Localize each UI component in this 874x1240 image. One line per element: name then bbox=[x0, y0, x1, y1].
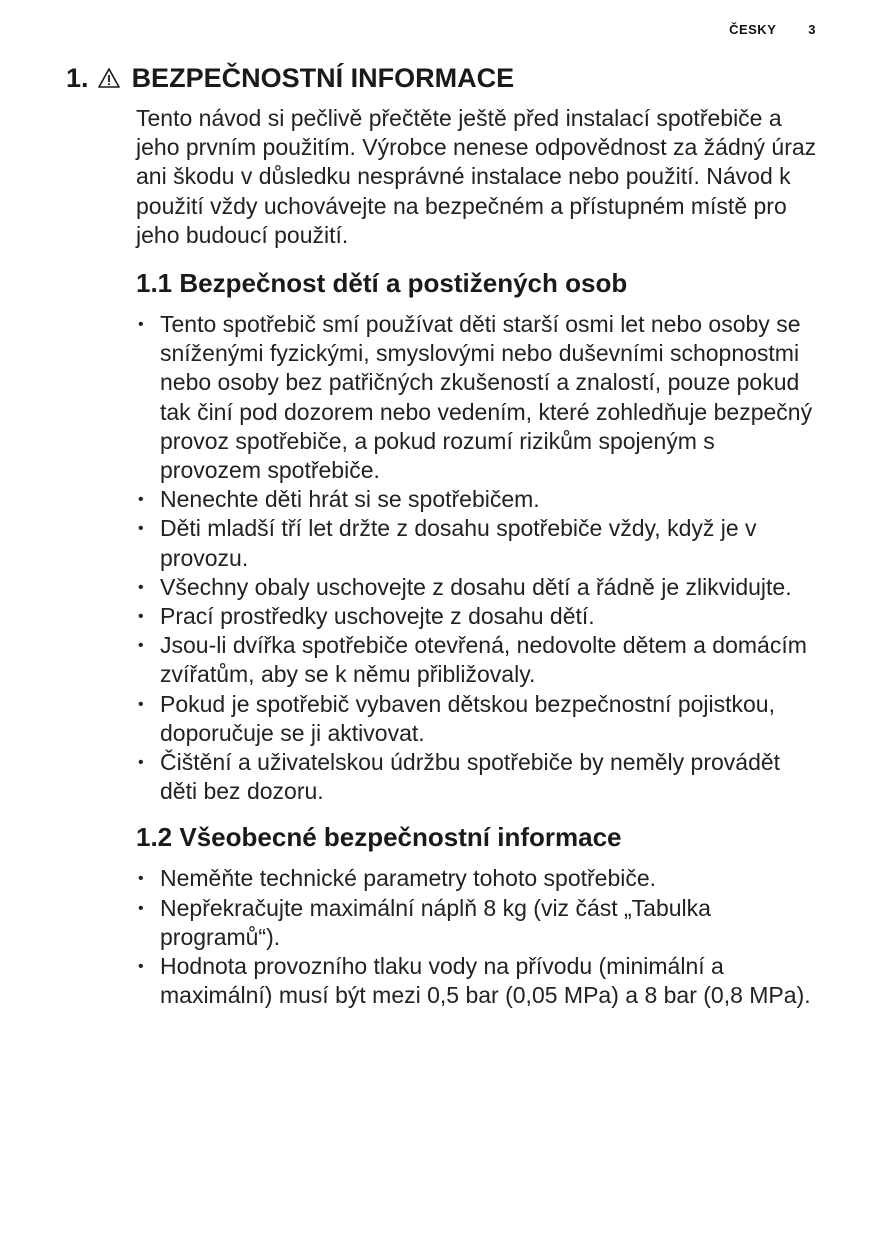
page-number: 3 bbox=[808, 22, 816, 37]
list-item: • Všechny obaly uschovejte z dosahu dětí a řádně je zlikvidujte. bbox=[138, 573, 792, 600]
section-1-title: BEZPEČNOSTNÍ INFORMACE bbox=[131, 63, 515, 93]
list-item: • Neměňte technické parametry tohoto spotřebiče. bbox=[138, 865, 657, 892]
header-language: ČESKY bbox=[729, 22, 777, 37]
list-item: • Hodnota provozního tlaku vody na přívodu (minimální a maximální) musí být mezi 0,5 bar (0,05 MPa) a 8 bar (0,8 MPa). bbox=[138, 953, 811, 1009]
warning-triangle-icon bbox=[98, 62, 120, 84]
list-item: • Děti mladší tří let držte z dosahu spotřebiče vždy, když je v provozu. bbox=[138, 515, 757, 571]
list-item: • Jsou-li dvířka spotřebiče otevřená, nedovolte dětem a domácím zvířatům, aby se k němu přibližovaly. bbox=[138, 632, 807, 688]
general-safety-list bbox=[136, 864, 822, 1010]
list-item: • Tento spotřebič smí používat děti starší osmi let nebo osoby se sníženými fyzickými, smyslovými nebo duševními schopnostmi nebo osoby bez patřičných zkušeností a znalostí, pouze pokud tak činí pod dozorem nebo vedením, které zohledňuje bezpečný provoz spotřebiče, a pokud rozumí rizikům spojeným s provozem spotřebiče. bbox=[138, 311, 813, 484]
page-header bbox=[729, 22, 816, 37]
list-item: • Nenechte děti hrát si se spotřebičem. bbox=[138, 486, 540, 513]
list-item: • Pokud je spotřebič vybaven dětskou bezpečnostní pojistkou, doporučuje se ji aktivovat. bbox=[138, 690, 775, 746]
list-item: • Nepřekračujte maximální náplň 8 kg (viz část „Tabulka programů“). bbox=[138, 894, 711, 950]
list-item: • Čištění a uživatelskou údržbu spotřebiče by neměly provádět děti bez dozoru. bbox=[138, 749, 781, 805]
intro-paragraph: Tento návod si pečlivě přečtěte ještě před instalací spotřebiče a jeho prvním použitím. Výrobce nenese odpovědnost za žádný úraz ani škodu v důsledku nesprávné instalace nebo použití. Návod k použití vždy uchovávejte na bezpečném a přístupném místě pro jeho budoucí použití. bbox=[136, 105, 817, 248]
section-1-number: 1. bbox=[66, 63, 89, 93]
child-safety-list bbox=[136, 310, 822, 806]
section-1-2-heading: 1.2 Všeobecné bezpečnostní informace bbox=[136, 822, 622, 853]
page-content bbox=[136, 104, 822, 1010]
section-1-1-heading: 1.1 Bezpečnost dětí a postižených osob bbox=[136, 268, 628, 299]
list-item: • Prací prostředky uschovejte z dosahu dětí. bbox=[138, 603, 595, 630]
section-1-heading bbox=[66, 60, 514, 96]
